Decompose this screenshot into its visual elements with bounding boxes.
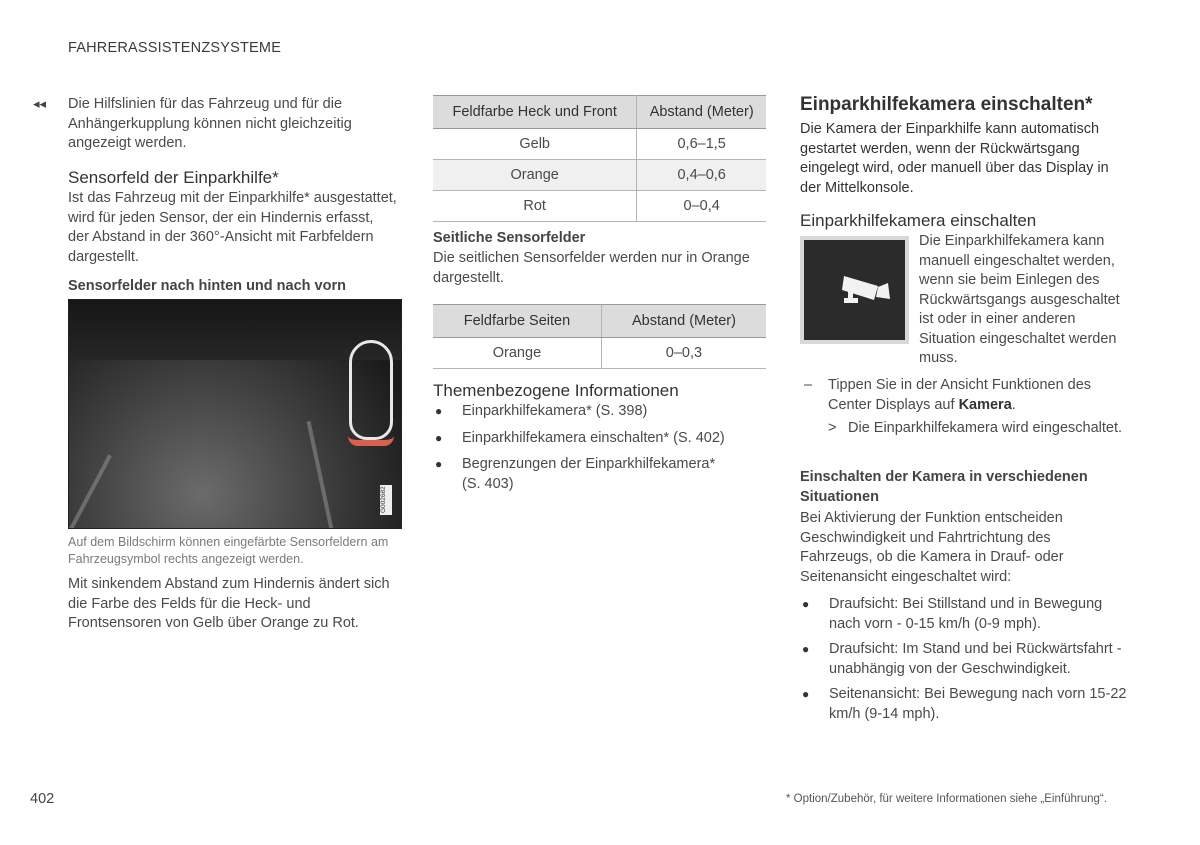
main-intro: Die Kamera der Einparkhilfe kann automatisch gestartet werden, wenn der Rückwärtsgang eingelegt wird, oder manuell über das Display in der Mittelkonsole. bbox=[800, 121, 1109, 196]
list-item bbox=[800, 685, 1130, 724]
related-link-text: Begrenzungen der Einparkhilfekamera* (S. 403) bbox=[462, 456, 716, 492]
side-sensor-paragraph: Die seitlichen Sensorfelder werden nur in Orange dargestellt. bbox=[433, 250, 750, 286]
related-heading: Themenbezogene Informationen bbox=[433, 381, 679, 400]
bullet-icon: ● bbox=[802, 687, 810, 701]
image-id: G002682 bbox=[380, 485, 392, 515]
table-cell: 0,6–1,5 bbox=[637, 129, 766, 160]
result-text: Die Einparkhilfekamera wird eingeschaltet. bbox=[848, 420, 1123, 436]
table-sides bbox=[433, 304, 766, 369]
footnote: * Option/Zubehör, für weitere Informationen siehe „Einführung“. bbox=[786, 793, 1107, 805]
table-header-color: Feldfarbe Heck und Front bbox=[433, 96, 637, 129]
camera-button-icon-box bbox=[800, 236, 909, 344]
table-cell: Gelb bbox=[433, 129, 637, 160]
related-list bbox=[433, 402, 763, 494]
table-header-distance: Abstand (Meter) bbox=[637, 96, 766, 129]
result-marker: > bbox=[828, 420, 837, 436]
table-cell: Orange bbox=[433, 338, 601, 369]
sensor-subheading: Sensorfelder nach hinten und nach vorn bbox=[68, 278, 346, 294]
bullet-icon: ● bbox=[435, 457, 443, 471]
related-link[interactable] bbox=[433, 455, 733, 494]
table-header-color: Feldfarbe Seiten bbox=[433, 305, 601, 338]
table-row bbox=[433, 129, 766, 160]
situations-heading: Einschalten der Kamera in verschiedenen Situationen bbox=[800, 469, 1088, 505]
table-cell: Orange bbox=[433, 160, 637, 191]
step-bold: Kamera bbox=[958, 396, 1012, 413]
sensor-field-red bbox=[348, 436, 394, 446]
table-header-distance: Abstand (Meter) bbox=[601, 305, 766, 338]
camera-screen-photo bbox=[68, 299, 402, 529]
list-item-text: Draufsicht: Bei Stillstand und in Bewegung nach vorn - 0-15 km/h (0-9 mph). bbox=[829, 596, 1103, 632]
related-link[interactable] bbox=[433, 429, 763, 449]
page-number: 402 bbox=[30, 791, 55, 807]
side-sensor-heading: Seitliche Sensorfelder bbox=[433, 230, 586, 246]
step-instruction bbox=[828, 376, 1133, 415]
step-text: Tippen Sie in der Ansicht Funktionen des Center Displays auf bbox=[828, 377, 1092, 413]
list-item-text: Seitenansicht: Bei Bewegung nach vorn 15-22 km/h (9-14 mph). bbox=[829, 686, 1127, 722]
table-cell: 0,4–0,6 bbox=[637, 160, 766, 191]
related-link[interactable] bbox=[433, 402, 763, 422]
step-end: . bbox=[1011, 396, 1016, 413]
sensor-paragraph: Ist das Fahrzeug mit der Einparkhilfe* ausgestattet, wird für jeden Sensor, der ein Hindernis erfasst, der Abstand in der 360°-Ansicht mit Farbfeldern dargestellt. bbox=[68, 190, 397, 265]
lane-marking bbox=[307, 421, 336, 529]
list-item-text: Draufsicht: Im Stand und bei Rückwärtsfahrt - unabhängig von der Geschwindigkeit. bbox=[829, 641, 1122, 677]
camera-icon bbox=[804, 240, 905, 340]
sub-heading: Einparkhilfekamera einschalten bbox=[800, 211, 1037, 230]
main-title: Einparkhilfekamera einschalten* bbox=[800, 94, 1093, 115]
lane-marking bbox=[68, 454, 112, 529]
table-cell: 0–0,4 bbox=[637, 191, 766, 222]
sensor-heading: Sensorfeld der Einparkhilfe* bbox=[68, 168, 279, 187]
back-marker: ◂◂ bbox=[33, 96, 47, 111]
step-marker: – bbox=[804, 377, 813, 393]
situations-list bbox=[800, 595, 1130, 724]
list-item bbox=[800, 595, 1130, 634]
bullet-icon: ● bbox=[802, 597, 810, 611]
table-cell: 0–0,3 bbox=[601, 338, 766, 369]
closing-paragraph: Mit sinkendem Abstand zum Hindernis ändert sich die Farbe des Felds für die Heck- und Frontsensoren von Gelb über Orange zu Rot. bbox=[68, 576, 390, 631]
situations-paragraph: Bei Aktivierung der Funktion entscheiden Geschwindigkeit und Fahrtrichtung des Fahrzeugs, ob die Kamera in Drauf- oder Seitenansicht eingeschaltet wird: bbox=[800, 510, 1064, 585]
car-symbol-icon bbox=[349, 340, 393, 440]
bullet-icon: ● bbox=[435, 404, 443, 418]
intro-paragraph: Die Hilfslinien für das Fahrzeug und für die Anhängerkupplung können nicht gleichzeitig angezeigt werden. bbox=[68, 96, 352, 151]
related-link-text: Einparkhilfekamera einschalten* (S. 402) bbox=[462, 429, 725, 446]
bullet-icon: ● bbox=[435, 430, 443, 445]
list-item bbox=[800, 640, 1130, 679]
related-link-text: Einparkhilfekamera* (S. 398) bbox=[462, 403, 648, 419]
bullet-icon: ● bbox=[802, 642, 810, 656]
section-header: FAHRERASSISTENZSYSTEME bbox=[68, 40, 282, 56]
table-row bbox=[433, 160, 766, 191]
icon-paragraph: Die Einparkhilfekamera kann manuell eingeschaltet werden, wenn sie beim Einlegen des Rückwärtsgangs ausgeschaltet ist oder in einer anderen Situation eingeschaltet werden muss. bbox=[919, 233, 1120, 366]
table-row bbox=[433, 191, 766, 222]
image-caption: Auf dem Bildschirm können eingefärbte Sensorfeldern am Fahrzeugsymbol rechts angezeigt werden. bbox=[68, 535, 389, 566]
table-front-rear bbox=[433, 95, 766, 222]
table-row bbox=[433, 338, 766, 369]
table-cell: Rot bbox=[433, 191, 637, 222]
